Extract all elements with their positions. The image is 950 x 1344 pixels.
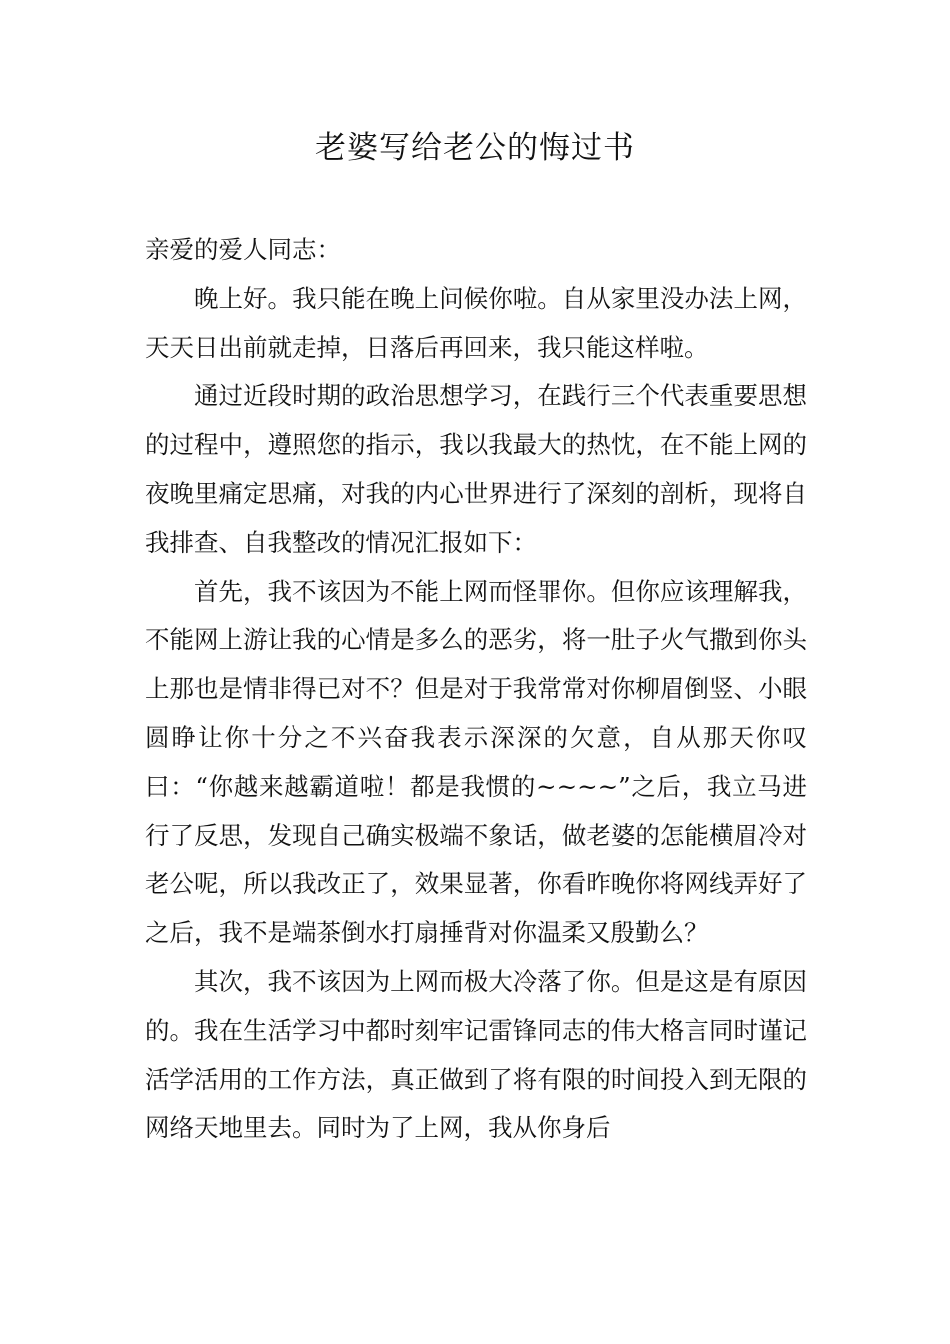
document-title: 老婆写给老公的悔过书 [315,130,635,166]
paragraph-reflection: 通过近段时期的政治思想学习，在践行三个代表重要思想的过程中，遵照您的指示，我以我最大的热忱，在不能上网的夜晚里痛定思痛，对我的内心世界进行了深刻的剖析，现将自我排查、自我整改的情况汇报如下： [145,381,807,557]
salutation: 亲爱的爱人同志： [145,235,341,264]
paragraph-second-point: 其次，我不该因为上网而极大冷落了你。但是这是有原因的。我在生活学习中都时刻牢记雷锋同志的伟大格言同时谨记活学活用的工作方法，真正做到了将有限的时间投入到无限的网络天地里去。同时为了上网，我从你身后 [145,966,807,1143]
paragraph-first-point: 首先，我不该因为不能上网而怪罪你。但你应该理解我，不能网上游让我的心情是多么的恶劣，将一肚子火气撒到你头上那也是情非得已对不？但是对于我常常对你柳眉倒竖、小眼圆睁让你十分之不兴奋我表示深深的欠意，自从那天你叹曰：“你越来越霸道啦！都是我惯的~~~~”之后，我立马进行了反思，发现自己确实极端不象话，做老婆的怎能横眉冷对老公呢，所以我改正了，效果显著，你看昨晚你将网线弄好了之后，我不是端茶倒水打扇捶背对你温柔又殷勤么？ [145,576,807,948]
document-body [145,226,807,1153]
paragraph-greeting: 晚上好。我只能在晚上问候你啦。自从家里没办法上网，天天日出前就走掉，日落后再回来，我只能这样啦。 [145,283,807,362]
